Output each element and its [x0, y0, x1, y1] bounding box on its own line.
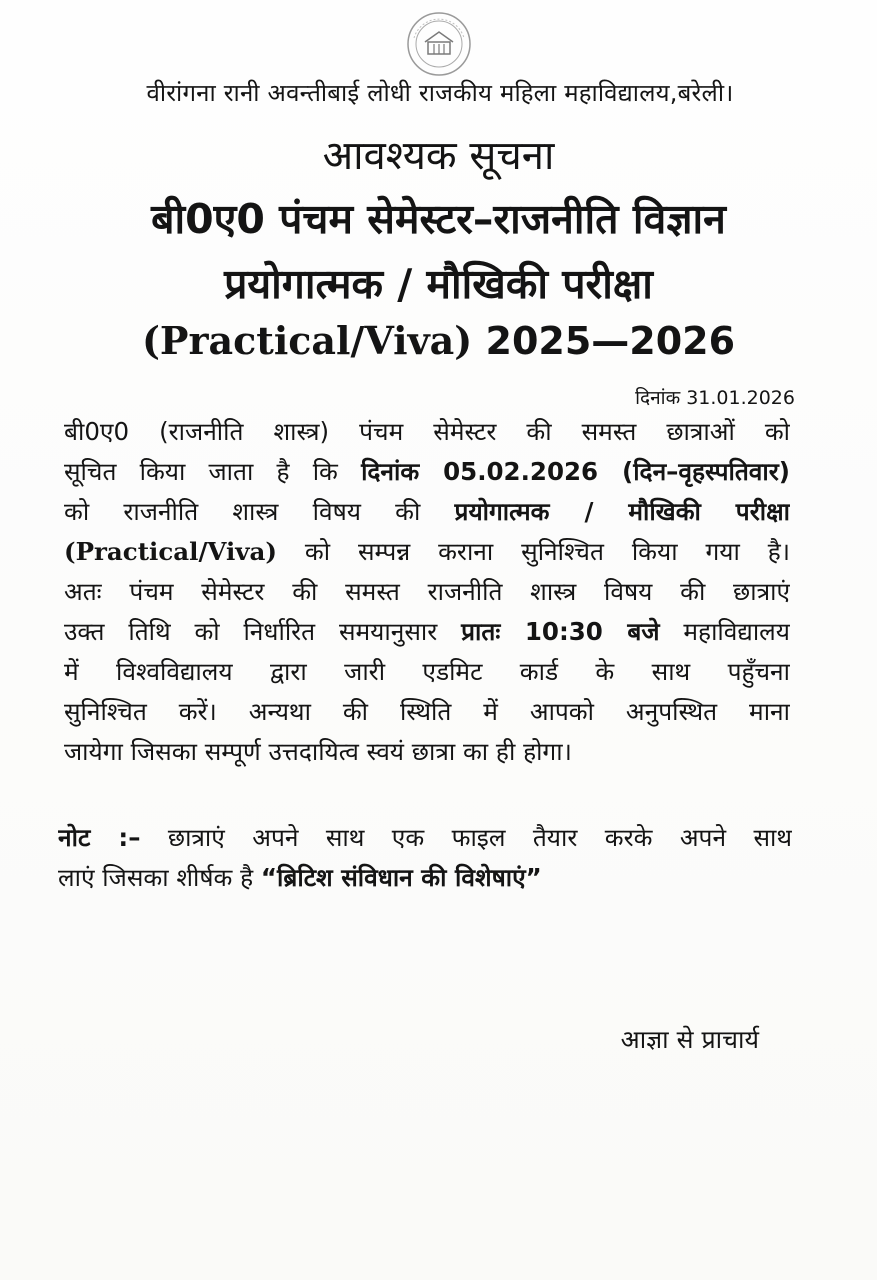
note-label: नोट :–	[58, 823, 141, 852]
note-line	[58, 858, 792, 898]
body-line	[64, 612, 790, 652]
note-line	[58, 818, 792, 858]
exam-session-title	[0, 318, 877, 363]
body-text: उक्त तिथि को निर्धारित समयानुसार	[64, 617, 438, 646]
session-year: 2025—2026	[485, 319, 736, 363]
body-line: में विश्वविद्यालय द्वारा जारी एडमिट कार्ड के साथ पहुँचना	[64, 657, 790, 686]
principal-signature: आज्ञा से प्राचार्य	[620, 1025, 759, 1054]
note-text: छात्राएं अपने साथ एक फाइल तैयार करके अपने साथ	[167, 823, 792, 852]
note-text: लाएं जिसका शीर्षक है	[58, 863, 254, 892]
notice-body	[64, 412, 790, 772]
body-text: को सम्पन्न कराना सुनिश्चित किया गया है।	[304, 537, 790, 566]
body-line: बी0ए0 (राजनीति शास्त्र) पंचम सेमेस्टर की समस्त छात्राओं को	[64, 417, 790, 446]
body-line: जायेगा जिसका सम्पूर्ण उत्तदायित्व स्वयं छात्रा का ही होगा।	[64, 737, 572, 766]
body-line	[64, 452, 790, 492]
body-line	[64, 532, 790, 572]
exam-type-title: प्रयोगात्मक / मौखिकी परीक्षा	[224, 260, 653, 308]
file-title: “ब्रिटिश संविधान की विशेषाएं”	[260, 863, 542, 892]
body-line	[64, 492, 790, 532]
exam-time: प्रातः 10:30 बजे	[461, 617, 660, 646]
exam-type: प्रयोगात्मक / मौखिकी परीक्षा	[454, 497, 790, 526]
notice-date: दिनांक 31.01.2026	[635, 387, 795, 409]
exam-date: दिनांक 05.02.2026 (दिन–वृहस्पतिवार)	[361, 457, 790, 486]
notice-title: आवश्यक सूचना	[322, 133, 555, 179]
college-name: वीरांगना रानी अवन्तीबाई लोधी राजकीय महिला महाविद्यालय,बरेली।	[146, 79, 734, 107]
exam-course-title: बी0ए0 पंचम सेमेस्टर–राजनीति विज्ञान	[151, 195, 726, 243]
note-section	[58, 818, 792, 898]
body-text: महाविद्यालय	[683, 617, 790, 646]
college-emblem-icon	[400, 8, 478, 80]
body-line: सुनिश्चित करें। अन्यथा की स्थिति में आपको अनुपस्थित माना	[64, 697, 790, 726]
exam-type-english: (Practical/Viva)	[64, 537, 277, 566]
body-line: अतः पंचम सेमेस्टर की समस्त राजनीति शास्त्र विषय की छात्राएं	[64, 577, 790, 606]
body-text: सूचित किया जाता है कि	[64, 457, 338, 486]
body-text: को राजनीति शास्त्र विषय की	[64, 497, 421, 526]
exam-type-english: (Practical/Viva)	[141, 318, 473, 363]
